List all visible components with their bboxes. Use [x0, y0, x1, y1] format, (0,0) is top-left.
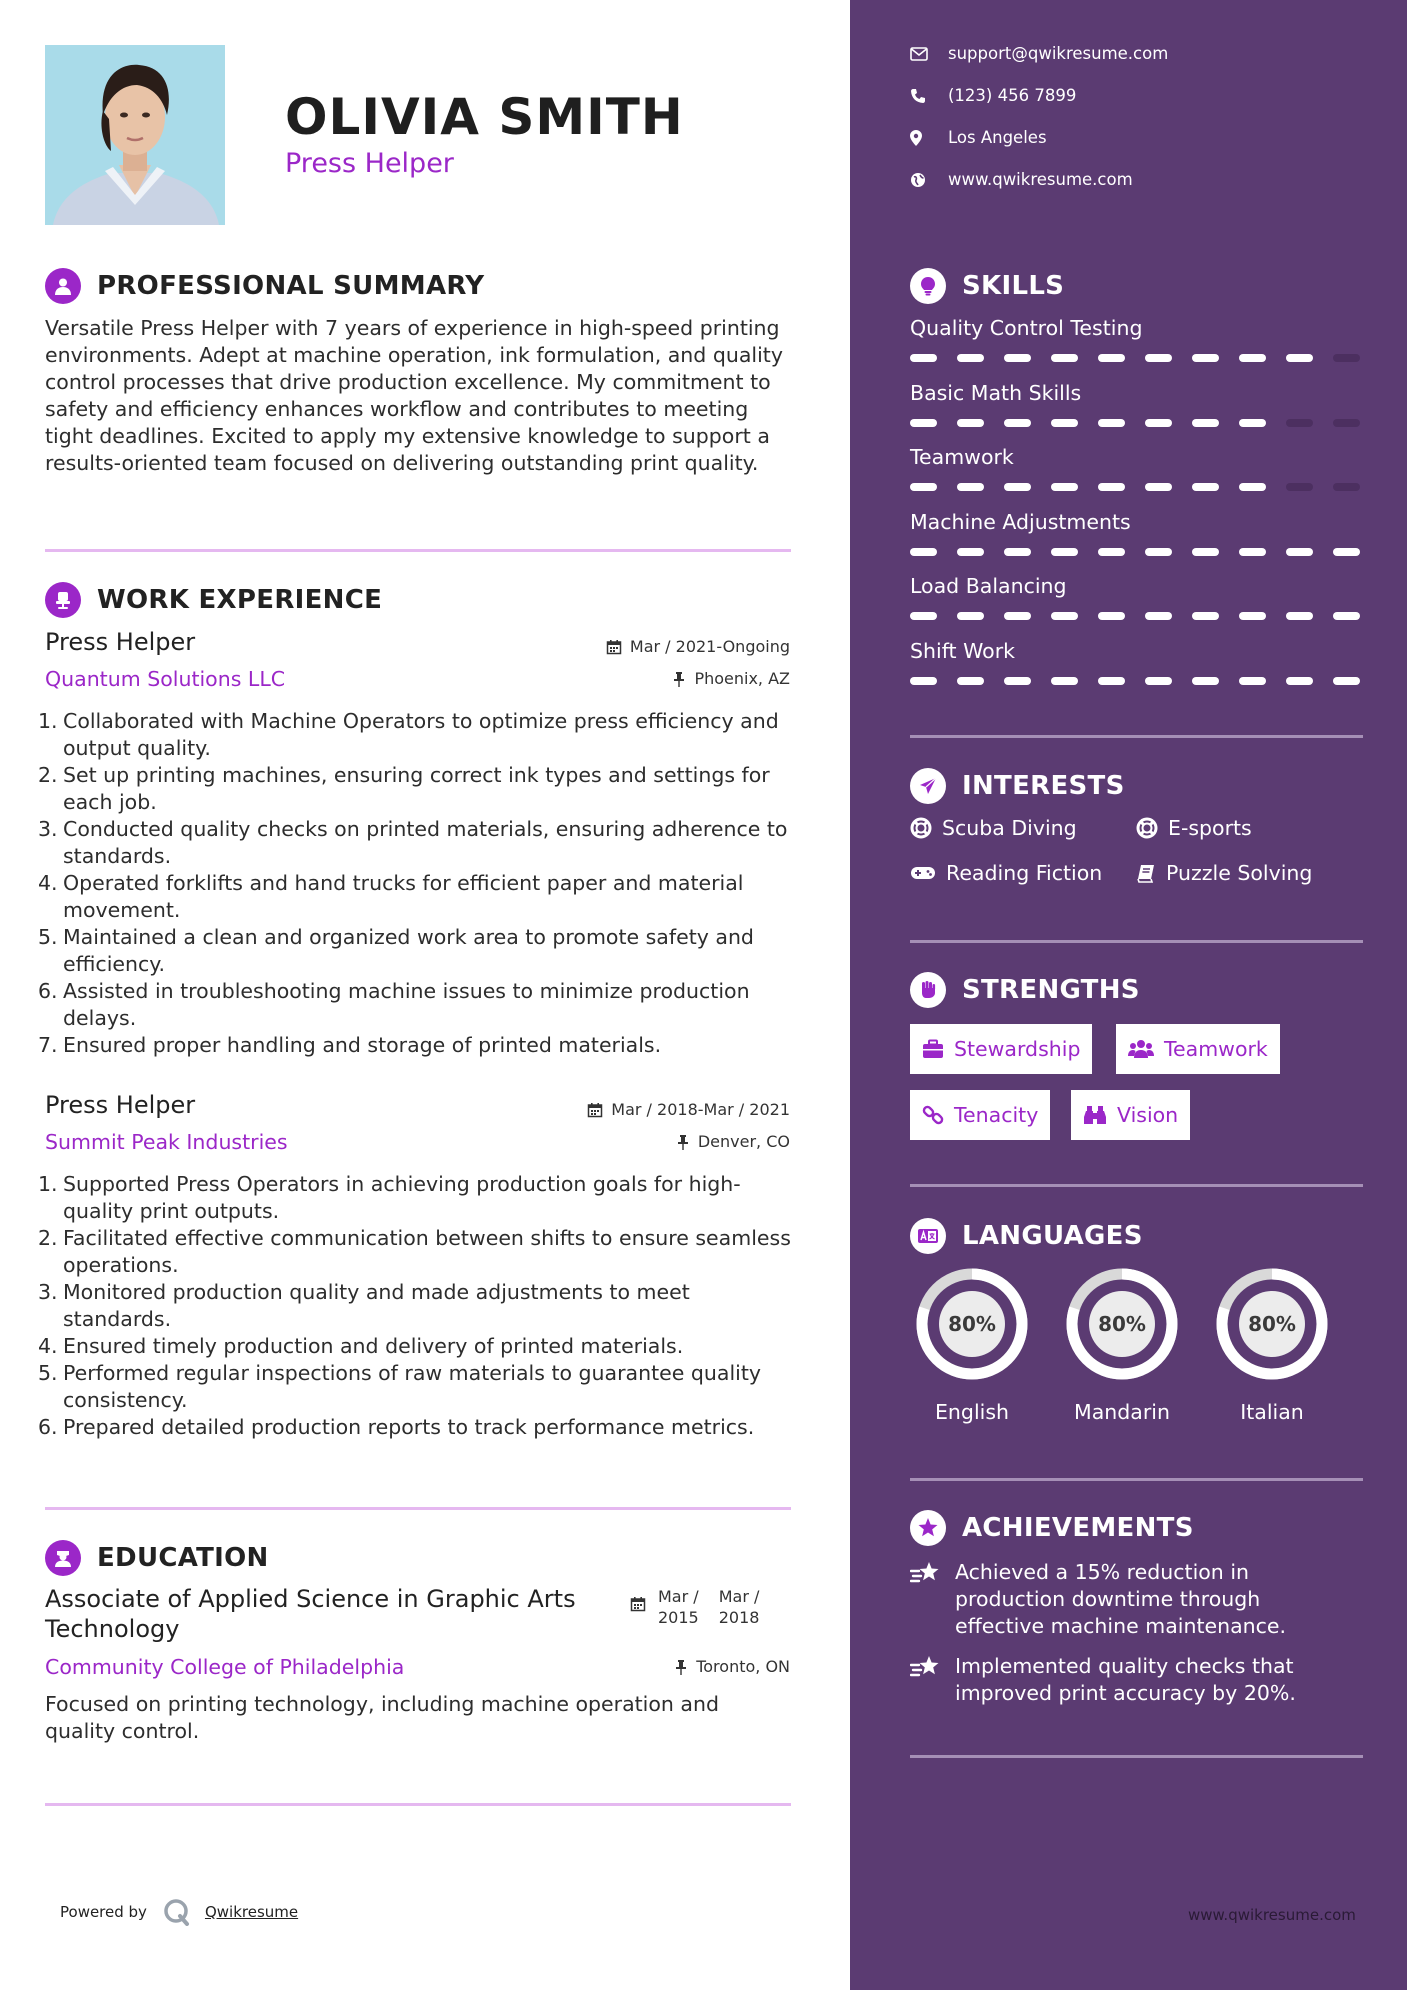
list-item: 2. Facilitated effective communication between shifts to ensure seamless operations. — [38, 1226, 791, 1277]
skill-level-segment — [1239, 677, 1266, 685]
education-dates — [630, 1586, 759, 1628]
strength-badge: Teamwork — [1116, 1024, 1280, 1074]
education-description: Focused on printing technology, including machine operation and quality control. — [45, 1692, 719, 1743]
skill-level-segment — [1239, 483, 1266, 491]
skill-level-segment — [1098, 548, 1125, 556]
skill-level-segment — [1145, 677, 1172, 685]
list-item: 3. Monitored production quality and made adjustments to meet standards. — [38, 1280, 690, 1331]
pin-icon — [674, 1659, 688, 1675]
section-title: PROFESSIONAL SUMMARY — [97, 271, 485, 301]
skill-name: Machine Adjustments — [910, 509, 1131, 534]
skill-level-bar — [910, 483, 1360, 491]
job-company: Summit Peak Industries — [45, 1130, 288, 1154]
candidate-title: Press Helper — [285, 148, 454, 179]
skill-name: Teamwork — [910, 445, 1014, 469]
skill-level-segment — [1286, 612, 1313, 620]
skill-level-segment — [1051, 483, 1078, 491]
skill-level-segment — [1004, 548, 1031, 556]
skill-level-segment — [957, 612, 984, 620]
chair-icon — [45, 582, 81, 618]
divider — [910, 735, 1363, 738]
skill-level-segment — [1192, 483, 1219, 491]
divider — [910, 1478, 1363, 1481]
skill-level-segment — [1333, 419, 1360, 427]
skill-level-segment — [1286, 548, 1313, 556]
job-location-text: Phoenix, AZ — [694, 669, 790, 688]
end-date: Mar / 2018 — [718, 1587, 760, 1627]
skill-level-segment — [910, 677, 937, 685]
gamepad-icon — [910, 865, 936, 881]
lifebuoy-icon — [910, 817, 932, 839]
skill-level-segment — [1192, 677, 1219, 685]
skill-level-segment — [1145, 354, 1172, 362]
users-icon — [1128, 1039, 1154, 1059]
skill-level-segment — [1004, 483, 1031, 491]
summary-heading — [45, 268, 484, 304]
progress-ring — [910, 1262, 1034, 1386]
skill-level-segment — [1239, 419, 1266, 427]
strengths-heading — [910, 972, 1140, 1008]
calendar-icon — [587, 1102, 603, 1118]
list-item: 2. Set up printing machines, ensuring correct ink types and settings for each job. — [38, 763, 770, 814]
skill-level-bar — [910, 419, 1360, 427]
skill-level-segment — [1145, 612, 1172, 620]
strength-badge: Vision — [1071, 1090, 1190, 1140]
interest-item: Scuba Diving — [910, 816, 1077, 840]
powered-by-label: Powered by — [60, 1903, 147, 1921]
candidate-name: OLIVIA SMITH — [285, 88, 684, 146]
language-gauge — [1210, 1262, 1334, 1424]
shooting-star-icon — [910, 1653, 955, 1707]
language-gauge — [1060, 1262, 1184, 1424]
skill-level-segment — [910, 483, 937, 491]
section-title: LANGUAGES — [962, 1221, 1143, 1251]
paper-plane-icon — [910, 768, 946, 804]
skill-level-segment — [957, 354, 984, 362]
skill-level-segment — [1004, 419, 1031, 427]
divider — [45, 549, 791, 552]
divider — [45, 1803, 791, 1806]
skill-level-segment — [1004, 354, 1031, 362]
summary-text: Versatile Press Helper with 7 years of experience in high-speed printing environments. Adept at machine operation, ink formulation, and quality control processes that drive production excellence. My commitment to safety and efficiency enhances workflow and contributes to meeting tight deadlines. Excited to apply my extensive knowledge to support a results-oriented team focused on delivering outstanding print quality. — [45, 316, 783, 475]
skill-level-bar — [910, 548, 1360, 556]
pin-icon — [676, 1134, 690, 1150]
list-item: 6. Prepared detailed production reports to track performance metrics. — [38, 1415, 755, 1439]
skills-heading — [910, 268, 1064, 304]
contact-phone — [910, 86, 1076, 105]
shooting-star-icon — [910, 1559, 955, 1640]
contact-location — [910, 128, 1047, 147]
skill-name: Basic Math Skills — [910, 380, 1082, 405]
start-date: Mar / 2015 — [658, 1587, 699, 1627]
list-item: 1. Collaborated with Machine Operators to optimize press efficiency and output quality. — [38, 709, 779, 760]
skill-level-segment — [1051, 548, 1078, 556]
link-icon — [922, 1104, 944, 1126]
globe-icon — [910, 172, 948, 188]
strength-badge: Stewardship — [910, 1024, 1092, 1074]
language-name: Mandarin — [1074, 1400, 1170, 1424]
section-title: INTERESTS — [962, 771, 1125, 801]
divider — [45, 1507, 791, 1510]
map-pin-icon — [910, 130, 948, 146]
skill-level-segment — [1051, 354, 1078, 362]
list-item: 5. Performed regular inspections of raw materials to guarantee quality consistency. — [38, 1361, 762, 1412]
job-duties — [38, 1171, 798, 1441]
language-percent: 80% — [1248, 1312, 1296, 1336]
language-name: English — [934, 1400, 1010, 1424]
skill-level-segment — [910, 612, 937, 620]
skill-level-segment — [1333, 612, 1360, 620]
job-location-text: Denver, CO — [697, 1132, 790, 1151]
language-percent: 80% — [1098, 1312, 1146, 1336]
calendar-icon — [606, 639, 622, 655]
education-location — [674, 1657, 790, 1676]
skill-name: Quality Control Testing — [910, 316, 1143, 340]
skill-level-segment — [1051, 419, 1078, 427]
progress-ring — [1060, 1262, 1184, 1386]
skill-level-segment — [910, 354, 937, 362]
list-item: 4. Operated forklifts and hand trucks for efficient paper and material movement. — [38, 871, 744, 922]
progress-ring — [1210, 1262, 1334, 1386]
skill-level-segment — [1333, 548, 1360, 556]
user-icon — [45, 268, 81, 304]
divider — [910, 1184, 1363, 1187]
skill-level-segment — [1192, 354, 1219, 362]
skill-level-segment — [1098, 677, 1125, 685]
section-title: ACHIEVEMENTS — [962, 1513, 1194, 1543]
lifebuoy-icon — [1136, 817, 1158, 839]
achievement-item: Achieved a 15% reduction in production downtime through effective machine maintenance. — [910, 1559, 1350, 1640]
section-title: STRENGTHS — [962, 975, 1140, 1005]
divider — [910, 940, 1363, 943]
skill-level-segment — [957, 677, 984, 685]
skill-level-segment — [957, 483, 984, 491]
skill-name: Shift Work — [910, 638, 1016, 663]
job-location — [672, 669, 790, 688]
skill-level-segment — [1286, 483, 1313, 491]
list-item: 5. Maintained a clean and organized work area to promote safety and efficiency. — [38, 925, 754, 976]
fist-icon — [910, 972, 946, 1008]
qwikresume-logo-icon — [163, 1898, 191, 1926]
graduate-icon — [45, 1540, 81, 1576]
skill-level-segment — [1145, 483, 1172, 491]
skill-level-segment — [1192, 548, 1219, 556]
skill-level-segment — [1333, 677, 1360, 685]
education-location-text: Toronto, ON — [696, 1657, 790, 1676]
contact-email[interactable] — [910, 44, 1168, 63]
skill-level-segment — [1333, 483, 1360, 491]
skill-level-segment — [1145, 548, 1172, 556]
language-percent: 80% — [948, 1312, 996, 1336]
job-role: Press Helper — [45, 1091, 196, 1119]
skill-level-segment — [1098, 354, 1125, 362]
skill-level-segment — [1286, 419, 1313, 427]
skill-level-bar — [910, 354, 1360, 362]
list-item: 1. Supported Press Operators in achieving production goals for high-quality print outputs. — [38, 1172, 741, 1223]
binoculars-icon — [1083, 1105, 1107, 1125]
skill-level-segment — [1192, 612, 1219, 620]
phone-icon — [910, 88, 948, 104]
translate-icon — [910, 1218, 946, 1254]
interest-item: E-sports — [1136, 816, 1252, 840]
lightbulb-icon — [910, 268, 946, 304]
email-text: support@qwikresume.com — [948, 44, 1169, 63]
book-icon — [1136, 863, 1156, 883]
skill-name: Load Balancing — [910, 574, 1067, 598]
sidebar — [850, 0, 1407, 1990]
education-heading — [45, 1540, 269, 1576]
job-role: Press Helper — [45, 628, 196, 656]
pin-icon — [672, 671, 686, 687]
achievements-heading — [910, 1510, 1194, 1546]
section-title: SKILLS — [962, 271, 1065, 301]
skill-level-segment — [1145, 419, 1172, 427]
strength-badge: Tenacity — [910, 1090, 1050, 1140]
skill-level-segment — [910, 548, 937, 556]
languages-heading — [910, 1218, 1143, 1254]
location-text: Los Angeles — [948, 128, 1047, 147]
job-location — [676, 1132, 790, 1151]
list-item: 6. Assisted in troubleshooting machine issues to minimize production delays. — [38, 979, 750, 1030]
skill-level-segment — [1051, 612, 1078, 620]
skill-level-segment — [957, 419, 984, 427]
briefcase-icon — [922, 1039, 944, 1059]
job-duties — [38, 708, 798, 1059]
phone-text: (123) 456 7899 — [948, 86, 1077, 105]
qwikresume-link[interactable]: Qwikresume — [204, 1903, 299, 1921]
skill-level-segment — [1098, 612, 1125, 620]
achievement-item: Implemented quality checks that improved print accuracy by 20%. — [910, 1653, 1350, 1707]
envelope-icon — [910, 47, 948, 61]
powered-by — [60, 1898, 298, 1926]
job-company: Quantum Solutions LLC — [45, 667, 286, 691]
footer-website[interactable]: www.qwikresume.com — [1188, 1906, 1356, 1924]
list-item: 3. Conducted quality checks on printed materials, ensuring adherence to standards. — [38, 817, 788, 868]
job-dates-text: Mar / 2018-Mar / 2021 — [611, 1100, 790, 1119]
experience-heading — [45, 582, 382, 618]
website-text: www.qwikresume.com — [948, 170, 1133, 189]
skill-level-segment — [957, 548, 984, 556]
skill-level-segment — [1004, 677, 1031, 685]
divider — [910, 1755, 1363, 1758]
school-name: Community College of Philadelphia — [45, 1655, 405, 1679]
skill-level-segment — [1239, 354, 1266, 362]
star-badge-icon — [910, 1510, 946, 1546]
skill-level-segment — [1004, 612, 1031, 620]
skill-level-segment — [910, 419, 937, 427]
skill-level-segment — [1239, 612, 1266, 620]
interest-item: Reading Fiction — [910, 861, 1102, 885]
language-name: Italian — [1240, 1400, 1304, 1424]
skill-level-segment — [1098, 483, 1125, 491]
skill-level-segment — [1192, 419, 1219, 427]
list-item: 4. Ensured timely production and delivery of printed materials. — [38, 1334, 684, 1358]
section-title: WORK EXPERIENCE — [97, 585, 383, 615]
job-dates-text: Mar / 2021-Ongoing — [629, 637, 790, 656]
skill-level-segment — [1239, 548, 1266, 556]
skill-level-segment — [1098, 419, 1125, 427]
job-dates — [606, 637, 790, 656]
section-title: EDUCATION — [97, 1543, 269, 1573]
skill-level-segment — [1333, 354, 1360, 362]
skill-level-segment — [1286, 677, 1313, 685]
interests-heading — [910, 768, 1125, 804]
job-dates — [587, 1100, 790, 1119]
contact-website[interactable] — [910, 170, 1133, 189]
interest-item: Puzzle Solving — [1136, 861, 1312, 885]
list-item: 7. Ensured proper handling and storage of printed materials. — [38, 1033, 662, 1057]
calendar-icon — [630, 1596, 646, 1612]
skill-level-bar — [910, 612, 1360, 620]
skill-level-segment — [1286, 354, 1313, 362]
language-gauge — [910, 1262, 1034, 1424]
degree-title: Associate of Applied Science in Graphic Arts Technology — [45, 1585, 576, 1643]
skill-level-segment — [1051, 677, 1078, 685]
profile-photo — [45, 45, 225, 225]
skill-level-bar — [910, 677, 1360, 685]
